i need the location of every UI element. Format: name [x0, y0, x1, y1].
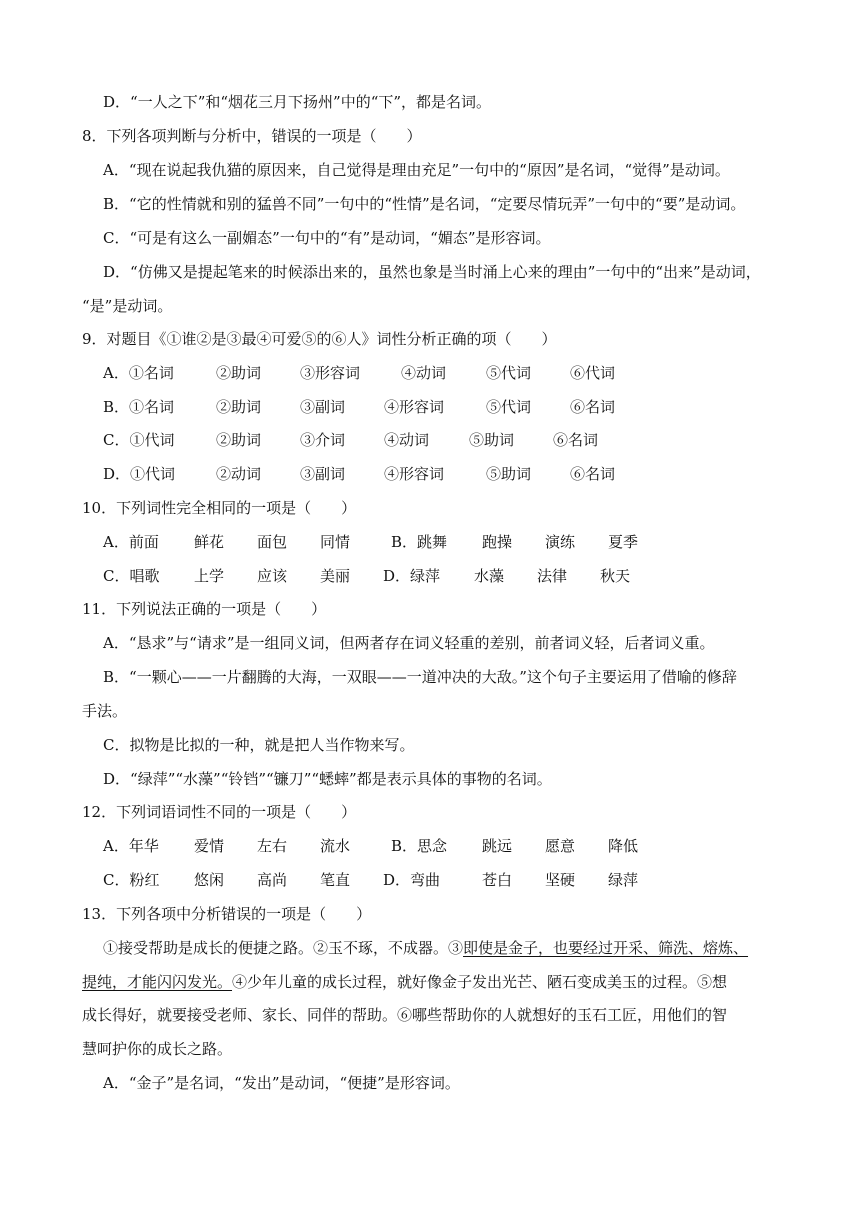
q10-r2-5: D．绿萍 — [383, 567, 441, 585]
q10-r2-2: 上学 — [194, 567, 225, 585]
q10-r1-1: A．前面 — [103, 533, 159, 551]
q13-passage-line4: 慧呵护你的成长之路。 — [82, 1040, 233, 1058]
q9-c-5: ⑤助词 — [469, 431, 515, 449]
q12-r1-4: 流水 — [320, 837, 351, 855]
q9-a-3: ③形容词 — [300, 364, 361, 382]
q12-stem: 12．下列词语词性不同的一项是（ ） — [82, 803, 357, 821]
q12-r2-7: 坚硬 — [545, 871, 576, 889]
q10-r1-6: 跑操 — [482, 533, 513, 551]
q13-passage-line2 — [82, 972, 727, 992]
q10-r1-2: 鲜花 — [194, 533, 225, 551]
q12-r1-2: 爱情 — [194, 837, 225, 855]
q13-option-a: A．“金子”是名词，“发出”是动词，“便捷”是形容词。 — [103, 1074, 460, 1092]
q13-passage-line1 — [103, 938, 748, 958]
q9-d-4: ④形容词 — [384, 465, 445, 483]
q8-option-d-line2: “是”是动词。 — [82, 297, 173, 315]
q10-r2-7: 法律 — [537, 567, 568, 585]
q9-d-6: ⑥名词 — [570, 465, 616, 483]
q10-stem: 10．下列词性完全相同的一项是（ ） — [82, 499, 357, 517]
q13-passage-line3: 成长得好，就要接受老师、家长、同伴的帮助。⑥哪些帮助你的人就想好的玉石工匠，用他们的智 — [82, 1006, 728, 1024]
q13-passage-text: ①接受帮助是成长的便捷之路。②玉不琢，不成器。③ — [103, 939, 464, 957]
q9-stem: 9．对题目《①谁②是③最④可爱⑤的⑥人》词性分析正确的项（ ） — [82, 330, 557, 348]
q7-option-d: D．“一人之下”和“烟花三月下扬州”中的“下”，都是名词。 — [103, 93, 492, 111]
q9-b-6: ⑥名词 — [570, 398, 616, 416]
q9-b-4: ④形容词 — [384, 398, 445, 416]
q13-underlined-sentence: 即使是金子，也要经过开采、筛洗、熔炼、 — [463, 939, 749, 957]
q11-option-a: A．“恳求”与“请求”是一组同义词，但两者存在词义轻重的差别，前者词义轻，后者词义重。 — [103, 634, 715, 652]
q12-r2-5: D．弯曲 — [383, 871, 441, 889]
q8-option-b: B．“它的性情就和别的猛兽不同”一句中的“性情”是名词，“定要尽情玩弄”一句中的“要”是动词。 — [103, 195, 746, 213]
q11-option-c: C．拟物是比拟的一种，就是把人当作物来写。 — [103, 736, 415, 754]
q9-a-1: A．①名词 — [103, 364, 174, 382]
q10-r1-5: B．跳舞 — [391, 533, 448, 551]
q13-passage-text: ④少年儿童的成长过程，就好像金子发出光芒、陋石变成美玉的过程。⑤想 — [232, 973, 728, 991]
q10-r2-1: C．唱歌 — [103, 567, 160, 585]
q9-d-3: ③副词 — [300, 465, 346, 483]
q9-a-2: ②助词 — [216, 364, 262, 382]
q12-r1-6: 跳远 — [482, 837, 513, 855]
q9-d-5: ⑤助词 — [486, 465, 532, 483]
q9-c-4: ④动词 — [384, 431, 430, 449]
q10-r2-8: 秋天 — [600, 567, 631, 585]
q12-r1-5: B．思念 — [391, 837, 448, 855]
q13-stem: 13．下列各项中分析错误的一项是（ ） — [82, 905, 372, 923]
q10-r1-3: 面包 — [257, 533, 288, 551]
q9-a-6: ⑥代词 — [570, 364, 616, 382]
q9-c-3: ③介词 — [300, 431, 346, 449]
q12-r2-4: 笔直 — [320, 871, 351, 889]
q9-c-6: ⑥名词 — [553, 431, 599, 449]
q8-stem: 8．下列各项判断与分析中，错误的一项是（ ） — [82, 127, 422, 145]
q8-option-a: A．“现在说起我仇猫的原因来，自己觉得是理由充足”一句中的“原因”是名词，“觉得”是动词。 — [103, 161, 730, 179]
q10-r2-4: 美丽 — [320, 567, 351, 585]
q12-r1-3: 左右 — [257, 837, 288, 855]
q11-option-b-line1: B．“一颗心——一片翻腾的大海，一双眼——一道冲决的大敌。”这个句子主要运用了借喻的修辞 — [103, 668, 737, 686]
q8-option-c: C．“可是有这么一副媚态”一句中的“有”是动词，“媚态”是形容词。 — [103, 229, 551, 247]
q12-r2-3: 高尚 — [257, 871, 288, 889]
q8-option-d-line1: D．“仿佛又是提起笔来的时候添出来的，虽然也象是当时涌上心来的理由”一句中的“出来”是动词， — [103, 263, 761, 281]
q11-option-b-line2: 手法。 — [82, 702, 128, 720]
q12-r2-8: 绿萍 — [608, 871, 639, 889]
q9-b-3: ③副词 — [300, 398, 346, 416]
q12-r2-6: 苍白 — [482, 871, 513, 889]
q10-r1-8: 夏季 — [608, 533, 639, 551]
q10-r2-3: 应该 — [257, 567, 288, 585]
q9-a-4: ④动词 — [401, 364, 447, 382]
q12-r1-1: A．年华 — [103, 837, 159, 855]
q12-r2-1: C．粉红 — [103, 871, 160, 889]
q10-r2-6: 水藻 — [474, 567, 505, 585]
q9-c-2: ②助词 — [216, 431, 262, 449]
q12-r2-2: 悠闲 — [194, 871, 225, 889]
q13-underlined-sentence-end: 提纯，才能闪闪发光。 — [82, 973, 233, 991]
q9-b-1: B．①名词 — [103, 398, 175, 416]
q9-b-2: ②助词 — [216, 398, 262, 416]
q10-r1-7: 演练 — [545, 533, 576, 551]
q10-r1-4: 同情 — [320, 533, 351, 551]
q9-b-5: ⑤代词 — [486, 398, 532, 416]
q11-stem: 11．下列说法正确的一项是（ ） — [82, 600, 327, 618]
q9-c-1: C．①代词 — [103, 431, 175, 449]
q11-option-d: D．“绿萍”“水藻”“铃铛”“镰刀”“蟋蟀”都是表示具体的事物的名词。 — [103, 770, 552, 788]
q9-d-2: ②动词 — [216, 465, 262, 483]
q12-r1-7: 愿意 — [545, 837, 576, 855]
q9-d-1: D．①代词 — [103, 465, 176, 483]
q9-a-5: ⑤代词 — [486, 364, 532, 382]
q12-r1-8: 降低 — [608, 837, 639, 855]
